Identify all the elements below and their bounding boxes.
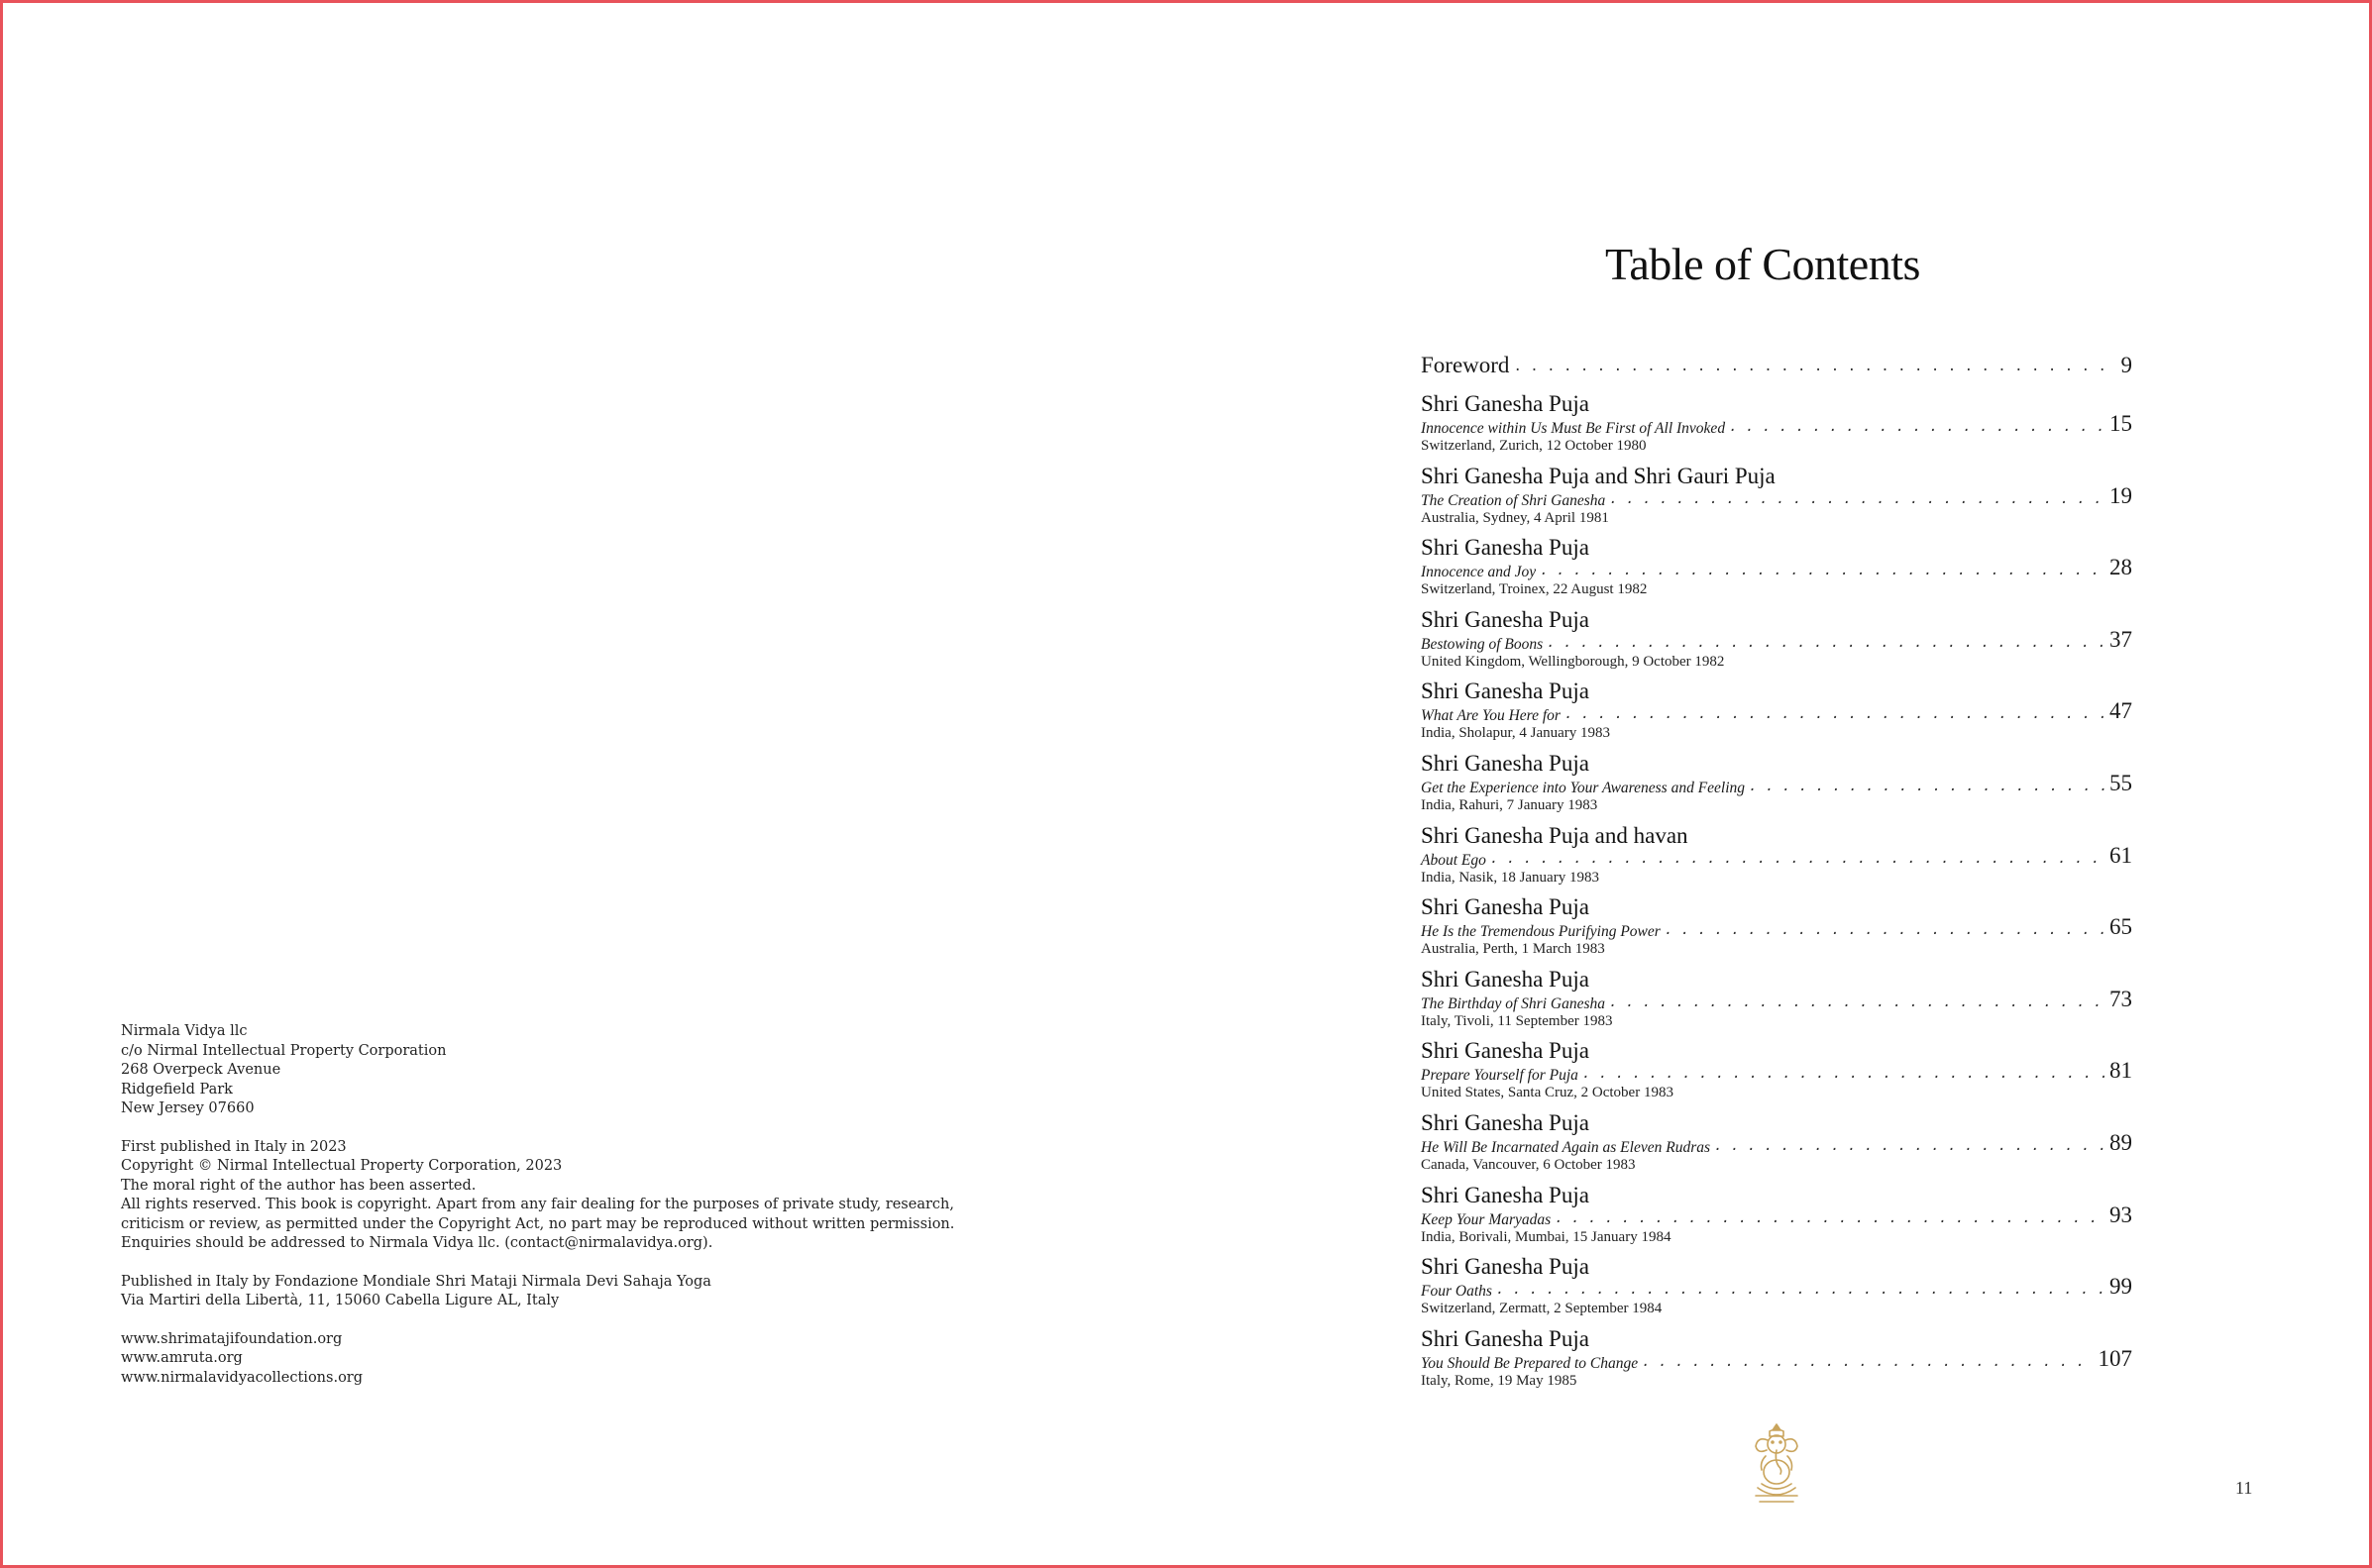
imprint-publisher	[121, 1273, 933, 1311]
toc-page-number: 65	[2109, 914, 2132, 940]
toc-entry[interactable]	[1421, 1183, 2132, 1255]
toc-page-number: 37	[2109, 626, 2132, 652]
page-number: 11	[2235, 1478, 2253, 1498]
rights-line: All rights reserved. This book is copyright. Apart from any fair dealing for the purposes of private study, research,	[121, 1197, 954, 1212]
toc-entry-subtitle-row	[1421, 626, 2132, 654]
toc-entry-subtitle: Innocence and Joy	[1421, 564, 1537, 581]
toc-page-number: 107	[2098, 1345, 2132, 1371]
address-line: Nirmala Vidya llc	[121, 1023, 248, 1039]
toc-page-number: 19	[2109, 482, 2132, 508]
toc-entry-location: India, Rahuri, 7 January 1983	[1421, 796, 1598, 813]
toc-entry-location: Switzerland, Troinex, 22 August 1982	[1421, 581, 1648, 598]
toc-entry-location: India, Borivali, Mumbai, 15 January 1984	[1421, 1228, 1671, 1245]
toc-entry-title: Shri Ganesha Puja	[1421, 1254, 1589, 1280]
toc-entry-subtitle: Bestowing of Boons	[1421, 635, 1544, 653]
imprint	[121, 1022, 955, 1407]
toc-entry-location: Canada, Vancouver, 6 October 1983	[1421, 1156, 1636, 1173]
address-line: New Jersey 07660	[121, 1100, 255, 1116]
dot-leader	[1555, 1209, 2105, 1227]
dot-leader	[1513, 359, 2116, 374]
toc-entry-location: Italy, Tivoli, 11 September 1983	[1421, 1012, 1613, 1029]
toc-page-number: 81	[2109, 1058, 2132, 1084]
toc-page-number: 55	[2109, 770, 2132, 795]
toc-entry-subtitle: You Should Be Prepared to Change	[1421, 1354, 1639, 1372]
rights-line: criticism or review, as permitted under the Copyright Act, no part may be reproduced without written permission.	[121, 1215, 955, 1232]
rights-line: First published in Italy in 2023	[121, 1138, 347, 1155]
toc-entry-title: Shri Ganesha Puja and havan	[1421, 822, 1688, 848]
toc-entry-location: Australia, Sydney, 4 April 1981	[1421, 509, 1609, 526]
toc-entry-location: United States, Santa Cruz, 2 October 1983	[1421, 1085, 1673, 1101]
toc-entry-subtitle-row	[1421, 1058, 2132, 1085]
toc-entry-subtitle: About Ego	[1421, 851, 1486, 869]
toc-entry-title: Shri Ganesha Puja	[1421, 679, 1589, 704]
toc-entry-subtitle-row	[1421, 1345, 2132, 1373]
dot-leader	[1540, 562, 2105, 579]
dot-leader	[1642, 1353, 2094, 1371]
website-link[interactable]: www.amruta.org	[121, 1350, 243, 1366]
toc-entry[interactable]	[1421, 679, 2132, 751]
toc-entry-subtitle: Four Oaths	[1421, 1283, 1492, 1301]
toc-entry-location: Switzerland, Zermatt, 2 September 1984	[1421, 1301, 1663, 1317]
website-link[interactable]: www.nirmalavidyacollections.org	[121, 1369, 364, 1386]
toc-entry-location: Australia, Perth, 1 March 1983	[1421, 941, 1605, 958]
toc-entry-subtitle: The Creation of Shri Ganesha	[1421, 491, 1606, 509]
toc-entry-location: United Kingdom, Wellingborough, 9 October 1982	[1421, 653, 1725, 670]
toc-entry-subtitle: Get the Experience into Your Awareness and Feeling	[1421, 779, 1746, 796]
publisher-line: Via Martiri della Libertà, 11, 15060 Cabella Ligure AL, Italy	[121, 1293, 560, 1308]
toc-entry-location: Italy, Rome, 19 May 1985	[1421, 1372, 1577, 1389]
table-of-contents	[1421, 353, 2132, 1398]
toc-entry-subtitle-row	[1421, 411, 2132, 438]
toc-entries	[1421, 391, 2132, 1398]
toc-entry-location: India, Sholapur, 4 January 1983	[1421, 725, 1611, 742]
dot-leader	[1564, 705, 2105, 723]
toc-entry[interactable]	[1421, 1110, 2132, 1183]
toc-page-number: 93	[2109, 1202, 2132, 1227]
toc-page-number: 61	[2109, 842, 2132, 868]
toc-entry-subtitle: Innocence within Us Must Be First of All Invoked	[1421, 420, 1726, 437]
dot-leader	[1609, 993, 2105, 1011]
toc-entry-subtitle: What Are You Here for	[1421, 707, 1561, 725]
toc-entry[interactable]	[1421, 967, 2132, 1039]
imprint-address	[121, 1022, 933, 1119]
toc-title: Table of Contents	[1605, 239, 1920, 289]
toc-entry-subtitle-row	[1421, 1202, 2132, 1229]
dot-leader	[1496, 1281, 2105, 1299]
dot-leader	[1665, 921, 2105, 939]
dot-leader	[1729, 418, 2105, 436]
toc-entry-title: Shri Ganesha Puja	[1421, 1182, 1589, 1207]
dot-leader	[1609, 490, 2105, 508]
toc-entry[interactable]	[1421, 1254, 2132, 1326]
toc-page-number: 99	[2109, 1274, 2132, 1300]
toc-entry-subtitle: He Will Be Incarnated Again as Eleven Rudras	[1421, 1138, 1711, 1156]
toc-entry-title: Shri Ganesha Puja	[1421, 966, 1589, 992]
toc-entry-location: Switzerland, Zurich, 12 October 1980	[1421, 438, 1647, 454]
imprint-rights	[121, 1138, 955, 1254]
toc-page-number: 9	[2120, 353, 2132, 377]
website-link[interactable]: www.shrimatajifoundation.org	[121, 1330, 343, 1347]
toc-entry-subtitle-row	[1421, 842, 2132, 870]
toc-page-number: 47	[2109, 698, 2132, 724]
toc-entry-subtitle-row	[1421, 1129, 2132, 1157]
address-line: 268 Overpeck Avenue	[121, 1062, 281, 1078]
rights-line: Copyright © Nirmal Intellectual Property Corporation, 2023	[121, 1158, 563, 1174]
toc-entry-subtitle: The Birthday of Shri Ganesha	[1421, 994, 1605, 1012]
toc-entry-subtitle-row	[1421, 555, 2132, 581]
toc-entry-subtitle-row	[1421, 698, 2132, 725]
toc-page-number: 89	[2109, 1129, 2132, 1155]
toc-entry[interactable]	[1421, 751, 2132, 823]
rights-line: The moral right of the author has been asserted.	[121, 1177, 477, 1194]
toc-entry-foreword[interactable]	[1421, 353, 2132, 391]
toc-entry[interactable]	[1421, 823, 2132, 895]
toc-entry[interactable]	[1421, 607, 2132, 679]
dot-leader	[1547, 634, 2105, 652]
toc-entry-subtitle-row	[1421, 482, 2132, 510]
toc-entry-title: Shri Ganesha Puja and Shri Gauri Puja	[1421, 463, 1776, 488]
toc-entry-title: Shri Ganesha Puja	[1421, 894, 1589, 920]
toc-page-number: 15	[2109, 411, 2132, 436]
toc-entry[interactable]	[1421, 1038, 2132, 1110]
toc-entry-title: Shri Ganesha Puja	[1421, 1109, 1589, 1135]
toc-entry-title: Shri Ganesha Puja	[1421, 1038, 1589, 1064]
dot-leader	[1490, 850, 2105, 868]
dot-leader	[1749, 778, 2105, 795]
toc-entry-subtitle: Keep Your Maryadas	[1421, 1210, 1552, 1228]
publisher-line: Published in Italy by Fondazione Mondiale Shri Mataji Nirmala Devi Sahaja Yoga	[121, 1273, 711, 1290]
toc-entry-location: India, Nasik, 18 January 1983	[1421, 869, 1599, 886]
rights-line: Enquiries should be addressed to Nirmala Vidya llc. (contact@nirmalavidya.org).	[121, 1235, 713, 1251]
imprint-websites	[121, 1330, 933, 1389]
toc-entry-subtitle-row	[1421, 986, 2132, 1013]
dot-leader	[1582, 1065, 2105, 1083]
toc-entry-subtitle-row	[1421, 914, 2132, 941]
address-line: c/o Nirmal Intellectual Property Corporation	[121, 1042, 447, 1059]
ganesha-ornament-icon	[1746, 1422, 1807, 1506]
dot-leader	[1714, 1137, 2105, 1155]
toc-page-number: 73	[2109, 986, 2132, 1011]
toc-entry[interactable]	[1421, 391, 2132, 464]
toc-entry-title: Shri Ganesha Puja	[1421, 391, 1589, 416]
toc-entry[interactable]	[1421, 894, 2132, 967]
toc-entry-subtitle: He Is the Tremendous Purifying Power	[1421, 923, 1661, 941]
toc-page-number: 28	[2109, 555, 2132, 580]
toc-entry[interactable]	[1421, 535, 2132, 607]
toc-entry-title: Shri Ganesha Puja	[1421, 535, 1589, 561]
toc-entry-subtitle-row	[1421, 1274, 2132, 1301]
toc-entry[interactable]	[1421, 464, 2132, 536]
toc-entry-title: Shri Ganesha Puja	[1421, 750, 1589, 776]
toc-entry-title: Foreword	[1421, 353, 1510, 377]
toc-entry-subtitle: Prepare Yourself for Puja	[1421, 1067, 1578, 1085]
toc-entry-subtitle-row	[1421, 770, 2132, 797]
toc-entry-title: Shri Ganesha Puja	[1421, 1325, 1589, 1351]
toc-entry[interactable]	[1421, 1326, 2132, 1399]
toc-entry-title: Shri Ganesha Puja	[1421, 606, 1589, 632]
address-line: Ridgefield Park	[121, 1081, 233, 1098]
